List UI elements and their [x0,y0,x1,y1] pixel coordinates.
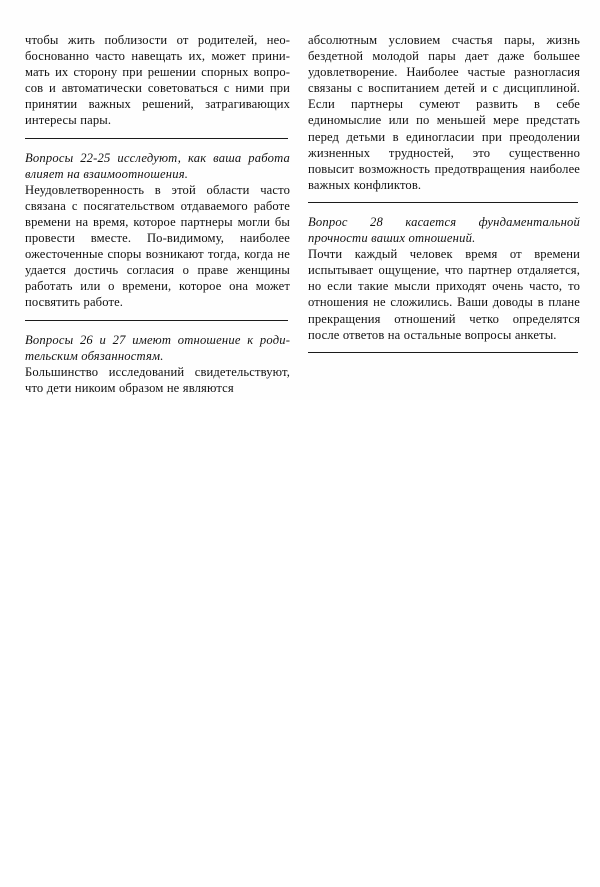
spacer [25,139,290,150]
right-continued-paragraph: абсолютным условием счастья пары, жизнь бездетной молодой пары дает даже большее удовлетворение. Наиболее частые разногласия связаны с воспитанием детей и с дисциплиной. Если партнеры сумеют развить в себе единомыслие или по меньшей мере предстать перед детьми в единогласии при преодолении жизненных трудностей, это существенно повысит возможность предотвращения наиболее важных конфликтов. [308,33,580,192]
spacer [25,129,290,138]
two-column-body [0,32,600,396]
left-column [0,32,290,396]
left-section-2-heading: Вопросы 26 и 27 имеют отношение к родительским обязанностям. [25,332,290,363]
spacer [308,193,580,202]
spacer [25,321,290,332]
spacer [308,343,580,352]
right-section-1-heading: Вопрос 28 касается фундаментальной прочности ваших отношений. [308,214,580,246]
left-section-2-body: Большинство исследований свидетельствуют, что дети никоим образом не являются [25,364,290,395]
spacer [308,203,580,214]
right-section-1-body: Почти каждый человек время от времени испытывает ощущение, что партнер отдаляется, но если такие мысли приходят очень часто, то отношения не сложились. Ваши доводы в плане прекращения отношений четко определятся после ответов на остальные вопросы анкеты. [308,247,580,342]
left-section-1-body: Неудовлетворенность в этой области часто связана с посягательством отдаваемого работе времени на время, которое партнеры могли бы провести вместе. По-видимому, наиболее ожесточенные споры возникают тогда, когда не удается достичь согласия о праве женщины работать или о времени, которое она может посвятить работе. [25,182,290,310]
left-section-1-heading: Вопросы 22-25 исследуют, как ваша работа влияет на взаимоотношения. [25,150,290,181]
spacer [25,311,290,320]
right-column [290,32,600,353]
section-divider-right-2 [308,352,578,353]
blank-lower-page-area [0,400,600,887]
left-continued-paragraph: чтобы жить поблизости от родителей, необоснованно часто навещать их, может принимать их сторону при решении спорных вопросов и автоматически советоваться с ними при принятии важных решений, затрагивающих интересы пары. [25,33,290,128]
